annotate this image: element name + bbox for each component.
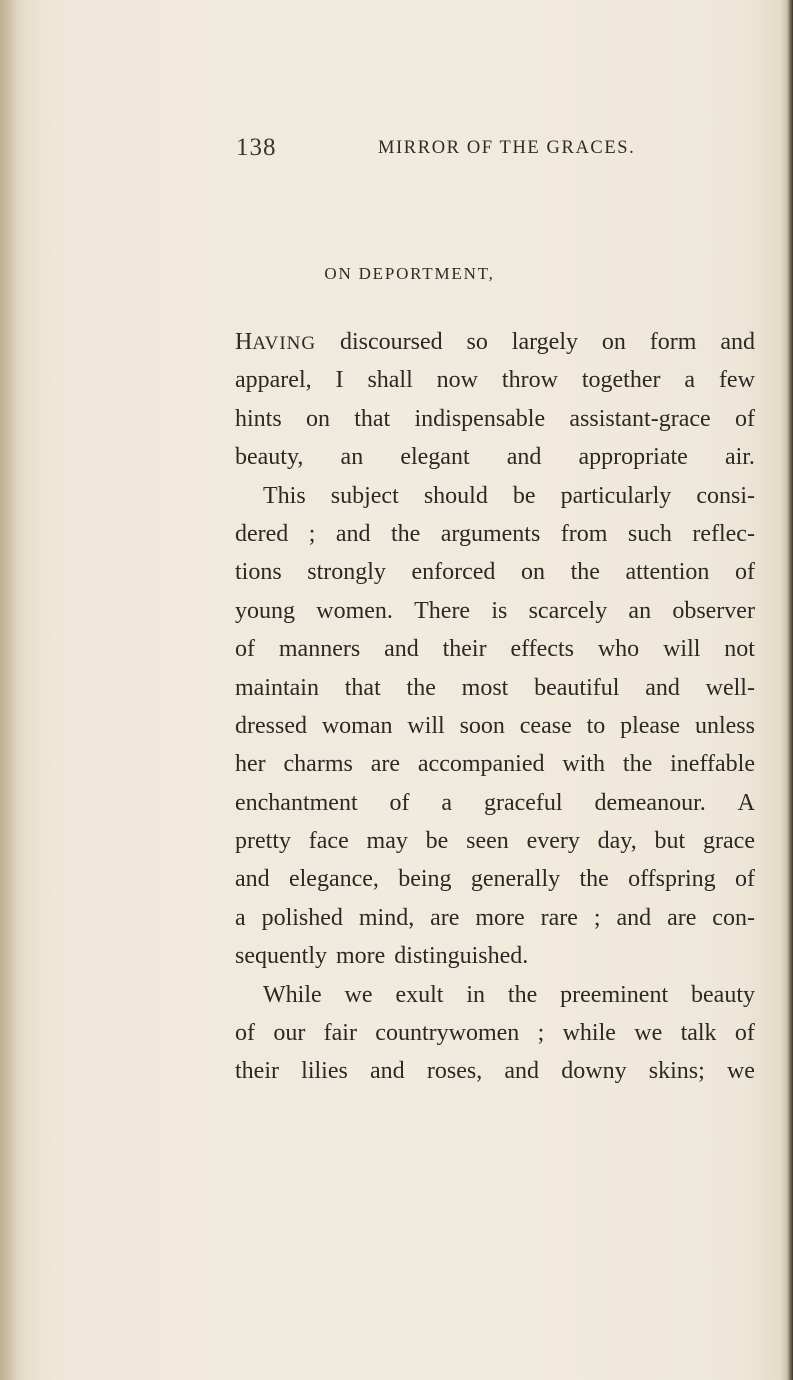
text-line <box>235 361 755 399</box>
text-line <box>235 937 755 975</box>
word: and <box>235 866 270 893</box>
word: demeanour. <box>594 789 706 816</box>
word: reflec- <box>692 520 755 547</box>
word: charms <box>283 751 353 778</box>
word: that <box>344 674 381 701</box>
word: is <box>491 597 508 624</box>
word: are <box>667 904 697 931</box>
text-line <box>235 553 755 591</box>
word: ; <box>593 904 601 931</box>
word: in <box>466 981 486 1008</box>
text-line <box>235 976 755 1014</box>
word: enforced <box>411 559 496 586</box>
word: of <box>735 559 755 586</box>
running-head-title: MIRROR OF THE GRACES. <box>378 138 636 158</box>
word: throw <box>501 367 558 394</box>
text-line <box>235 1014 755 1052</box>
word: rare <box>540 904 578 931</box>
text-line <box>235 745 755 783</box>
small-caps-word: AVING <box>252 333 317 354</box>
word: to <box>586 712 606 739</box>
text-line <box>235 669 755 707</box>
word: graceful <box>483 789 563 816</box>
word: pretty <box>235 828 291 855</box>
word: subject <box>330 482 399 509</box>
word: may <box>366 828 408 855</box>
word: such <box>627 520 672 547</box>
word: A <box>737 789 755 816</box>
word: who <box>597 636 640 663</box>
word: I <box>335 367 344 394</box>
word: assistant-grace <box>569 405 711 432</box>
word: from <box>560 520 608 547</box>
word: on <box>305 405 330 432</box>
word: we <box>344 981 373 1008</box>
word: but <box>654 828 686 855</box>
word: unless <box>694 712 755 739</box>
word: of <box>235 1020 255 1047</box>
word: discoursed <box>340 329 443 355</box>
word: elegant <box>400 444 470 471</box>
word: lilies <box>301 1058 348 1085</box>
word: we <box>726 1058 755 1085</box>
word: well- <box>705 674 755 701</box>
word: every <box>526 828 580 855</box>
word: soon <box>459 712 505 739</box>
word: and <box>384 636 419 663</box>
word: a <box>441 789 453 816</box>
page-binding-shadow <box>0 0 26 1380</box>
word: tions <box>235 559 282 586</box>
word: with <box>562 751 606 778</box>
word: we <box>634 1020 663 1047</box>
word: and <box>616 904 652 931</box>
page-number: 138 <box>236 134 277 161</box>
word: of <box>235 636 255 663</box>
text-line <box>235 860 755 898</box>
word: and <box>506 444 542 471</box>
word: arguments <box>440 520 541 547</box>
word: together <box>581 367 661 394</box>
word: be <box>512 482 536 509</box>
text-line <box>235 784 755 822</box>
word: that <box>354 405 391 432</box>
word: are <box>430 904 460 931</box>
word: and <box>370 1058 405 1085</box>
text-line <box>235 630 755 668</box>
word: and <box>504 1058 540 1085</box>
word: This <box>263 482 306 509</box>
word: dered <box>235 520 289 547</box>
word: women. <box>316 597 393 624</box>
word: beauty <box>691 981 755 1008</box>
word: of <box>389 789 410 816</box>
word: ; <box>308 520 316 547</box>
opening-word <box>235 323 316 361</box>
word: an <box>628 597 652 624</box>
word: countrywomen <box>375 1020 520 1047</box>
word: distinguished. <box>394 943 529 970</box>
word: should <box>423 482 488 509</box>
word: sequently <box>235 943 327 970</box>
word: H <box>235 329 253 355</box>
body-text <box>235 323 755 1091</box>
word: roses, <box>426 1058 483 1085</box>
word: more <box>475 904 525 931</box>
word: will <box>407 712 445 739</box>
word: dressed <box>235 712 307 739</box>
word: form <box>649 329 697 355</box>
word: beauty, <box>235 444 304 471</box>
word: so <box>466 329 488 355</box>
word: not <box>724 636 755 663</box>
word: manners <box>278 636 361 663</box>
text-line <box>235 323 755 361</box>
word: ; <box>537 1020 545 1047</box>
word: of <box>734 1020 755 1047</box>
word: are <box>370 751 401 778</box>
word: of <box>734 866 755 893</box>
text-line <box>235 515 755 553</box>
word: accompanied <box>417 751 545 778</box>
word: largely <box>511 329 578 355</box>
word: grace <box>703 828 755 855</box>
word: maintain <box>235 674 319 701</box>
word: the <box>579 866 609 893</box>
word: beautiful <box>534 674 620 701</box>
word: the <box>507 981 538 1008</box>
word: appropriate <box>578 444 688 471</box>
word: ineffable <box>670 751 755 778</box>
word: particularly <box>560 482 672 509</box>
text-line <box>235 822 755 860</box>
paragraph <box>235 323 755 477</box>
word: her <box>235 751 266 778</box>
word: enchantment <box>235 789 358 816</box>
word: young <box>235 597 295 624</box>
section-heading: ON DEPORTMENT, <box>324 264 495 283</box>
word: effects <box>510 636 574 663</box>
word: observer <box>672 597 755 624</box>
word: and <box>720 329 755 355</box>
text-line <box>235 400 755 438</box>
word: day, <box>597 828 637 855</box>
word: and <box>645 674 680 701</box>
word: woman <box>321 712 393 739</box>
word: con- <box>712 904 755 931</box>
paragraph <box>235 976 755 1091</box>
word: the <box>570 559 600 586</box>
word: indispensable <box>414 405 546 432</box>
word: air. <box>724 444 755 471</box>
text-line <box>235 1052 755 1090</box>
word: downy <box>561 1058 627 1085</box>
word: generally <box>470 866 561 893</box>
word: now <box>436 367 479 394</box>
word: be <box>425 828 449 855</box>
word: apparel, <box>235 367 312 394</box>
word: the <box>406 674 436 701</box>
word: While <box>263 981 322 1008</box>
word: a <box>684 367 696 394</box>
word: few <box>718 367 755 394</box>
word: the <box>622 751 653 778</box>
word: There <box>414 597 471 624</box>
word: more <box>335 943 386 970</box>
word: preeminent <box>560 981 669 1008</box>
word: their <box>442 636 487 663</box>
paragraph <box>235 477 755 976</box>
word: and <box>335 520 371 547</box>
word: of <box>734 405 755 432</box>
word: hints <box>235 405 282 432</box>
word: a <box>235 904 246 931</box>
word: scarcely <box>528 597 608 624</box>
running-head <box>236 134 646 166</box>
word: while <box>562 1020 616 1047</box>
word: shall <box>367 367 413 394</box>
word: the <box>390 520 421 547</box>
word: will <box>663 636 701 663</box>
word: seen <box>466 828 509 855</box>
word: offspring <box>628 866 716 893</box>
text-line <box>235 438 755 476</box>
word: attention <box>625 559 710 586</box>
word: their <box>235 1058 279 1085</box>
word: cease <box>519 712 572 739</box>
text-line <box>235 477 755 515</box>
word: an <box>340 444 364 471</box>
word: consi- <box>696 482 755 509</box>
word: skins; <box>648 1058 705 1085</box>
word: talk <box>680 1020 717 1047</box>
word: fair <box>323 1020 357 1047</box>
word: exult <box>395 981 444 1008</box>
word: elegance, <box>288 866 379 893</box>
text-line <box>235 707 755 745</box>
word: on <box>601 329 626 355</box>
page-edge-shadow <box>787 0 793 1380</box>
word: strongly <box>307 559 386 586</box>
word: mind, <box>358 904 415 931</box>
word: please <box>620 712 681 739</box>
word: most <box>461 674 509 701</box>
word: our <box>273 1020 306 1047</box>
text-line <box>235 592 755 630</box>
word: face <box>308 828 349 855</box>
text-line <box>235 899 755 937</box>
word: being <box>398 866 452 893</box>
word: on <box>521 559 545 586</box>
word: polished <box>261 904 343 931</box>
